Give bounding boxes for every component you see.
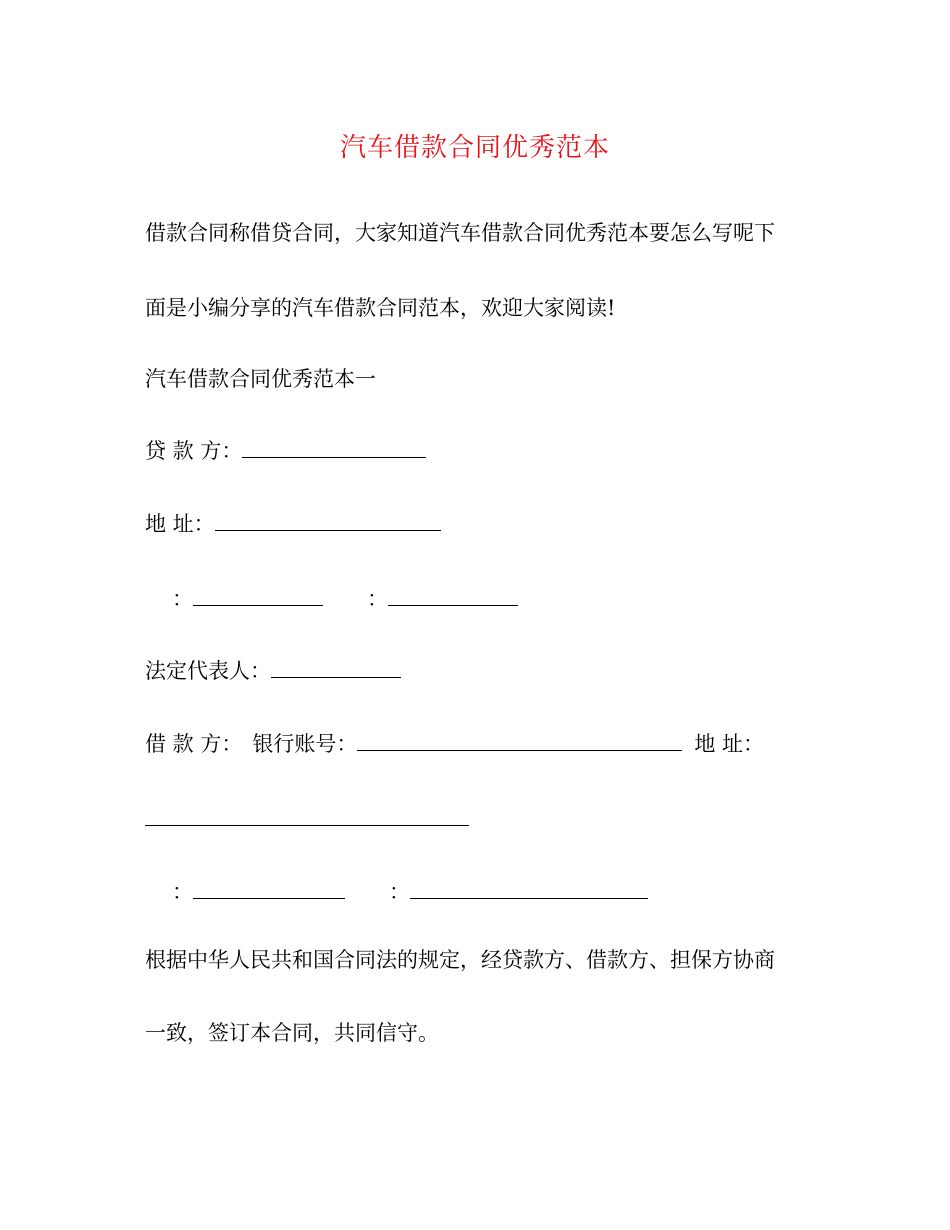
borrower-address-blank[interactable] (145, 803, 469, 826)
lender-address-label: 地 址： (145, 512, 215, 536)
lender-address-blank[interactable] (215, 508, 441, 531)
borrower-field-b-blank[interactable] (410, 876, 648, 899)
lender-name-blank[interactable] (242, 435, 426, 458)
borrower-field-a-label: ： (172, 880, 193, 904)
legal-rep-label: 法定代表人： (145, 659, 271, 683)
legal-rep-blank[interactable] (271, 655, 401, 678)
lender-row (145, 435, 426, 467)
terms-line-1: 根据中华人民共和国合同法的规定，经贷款方、借款方、担保方协商 (145, 948, 775, 972)
section-heading: 汽车借款合同优秀范本一 (145, 367, 376, 391)
terms-line-2: 一致，签订本合同，共同信守。 (145, 1021, 439, 1045)
bank-account-label: 银行账号： (252, 732, 358, 756)
lender-field-b-blank[interactable] (388, 583, 518, 606)
borrower-address-row (145, 803, 469, 835)
lender-field-a-label: ： (172, 587, 193, 611)
bank-account-blank[interactable] (357, 728, 682, 751)
intro-line-2: 面是小编分享的汽车借款合同范本，欢迎大家阅读! (145, 296, 616, 320)
borrower-field-b-label: ： (389, 880, 410, 904)
legal-rep-row (145, 655, 401, 687)
borrower-address-label: 地 址： (694, 732, 765, 756)
document-title: 汽车借款合同优秀范本 (339, 133, 610, 163)
borrower-contact-row (172, 876, 648, 908)
borrower-field-a-blank[interactable] (193, 876, 345, 899)
lender-field-a-blank[interactable] (193, 583, 323, 606)
lender-address-row (145, 508, 441, 540)
borrower-label: 借 款 方： (145, 732, 243, 756)
lender-field-b-label: ： (367, 587, 388, 611)
borrower-row (145, 728, 764, 760)
intro-line-1: 借款合同称借贷合同，大家知道汽车借款合同优秀范本要怎么写呢下 (145, 221, 775, 245)
lender-label: 贷 款 方： (145, 439, 243, 463)
lender-contact-row (172, 583, 518, 615)
